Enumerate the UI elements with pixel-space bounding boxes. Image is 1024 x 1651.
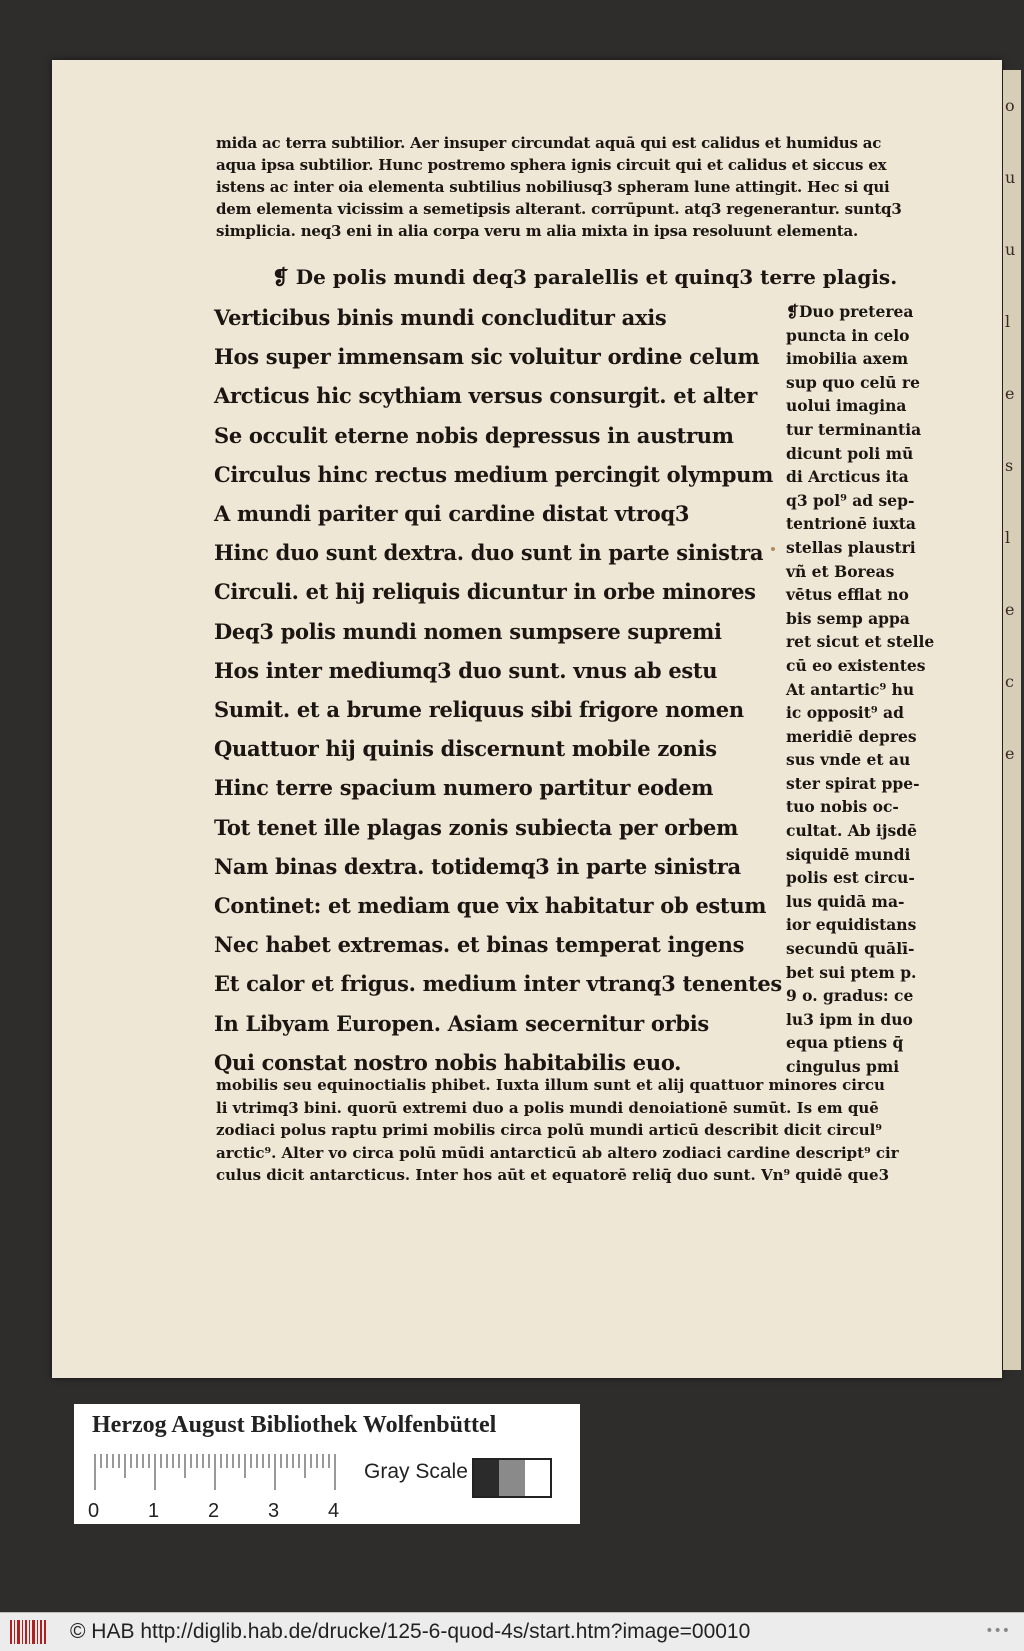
text-line: tentrionē iuxta — [786, 514, 916, 534]
text-line: culus dicit antarcticus. Inter hos aūt et equatorē reliq̄ duo sunt. Vn⁹ quidē que3 — [216, 1166, 890, 1184]
ruler-number: 2 — [208, 1500, 220, 1522]
text-line: equa ptiens q̄ — [786, 1033, 904, 1053]
gray-scale-bar — [472, 1458, 552, 1498]
ruler — [94, 1454, 350, 1494]
text-line: puncta in celo — [786, 325, 910, 345]
text-line: Circuli. et hij reliquis dicuntur in orbe minores — [214, 579, 756, 605]
text-line: ior equidistans — [786, 915, 917, 935]
gray-swatch-mid — [499, 1460, 524, 1496]
barcode-icon — [10, 1620, 46, 1644]
text-line: secundū quālī- — [786, 939, 915, 959]
text-line: In Libyam Europen. Asiam secernitur orbis — [214, 1010, 709, 1036]
text-line: zodiaci polus raptu primi mobilis circa polū mundi articū describit dicit circul⁹ — [216, 1121, 882, 1139]
text-line: tur terminantia — [786, 419, 922, 439]
gray-swatch-light — [525, 1460, 550, 1496]
text-line: cū eo existentes — [786, 655, 926, 675]
text-line: Hinc terre spacium numero partitur eodem — [214, 775, 714, 801]
text-line: At antartic⁹ hu — [786, 679, 915, 699]
text-line: arctic⁹. Alter vo circa polū mūdi antarcticū ab altero zodiaci cardine descript⁹ cir — [216, 1143, 899, 1162]
text-line: Deq3 polis mundi nomen sumpsere supremi — [214, 618, 722, 644]
text-line: polis est circu- — [786, 868, 915, 888]
text-line: cingulus pmi — [786, 1057, 900, 1076]
facing-page-edge — [1003, 70, 1021, 1370]
text-line: meridiē depres — [786, 726, 917, 746]
text-line: imobilia axem — [786, 349, 909, 369]
text-line: lu3 ipm in duo — [786, 1009, 913, 1029]
text-line: dicunt poli mū — [786, 443, 914, 463]
text-line: Nec habet extremas. et binas temperat ingens — [214, 932, 745, 958]
text-line: A mundi pariter qui cardine distat vtroq3 — [214, 501, 690, 527]
text-line: vētus efflat no — [786, 585, 909, 605]
ruler-number: 3 — [268, 1500, 280, 1522]
text-line: Hos inter mediumq3 duo sunt. vnus ab estu — [214, 657, 718, 683]
paragraph-top — [216, 132, 936, 242]
text-line: bet sui ptem p. — [786, 962, 917, 982]
text-line: di Arcticus ita — [786, 467, 909, 487]
ruler-number: 0 — [88, 1500, 100, 1522]
footer-bar — [0, 1612, 1024, 1651]
ruler-number: 1 — [148, 1500, 160, 1522]
text-line: simplicia. neq3 eni in alia corpa veru m alia mixta in ipsa resoluunt elementa. — [216, 222, 859, 240]
verse-block — [214, 298, 782, 1082]
text-line: aqua ipsa subtilior. Hunc postremo sphera ignis circuit qui et calidus et siccus ex — [216, 156, 887, 174]
text-line: ic opposit⁹ ad — [786, 703, 904, 723]
text-line: ster spirat ppe- — [786, 773, 920, 793]
facing-page-letters: o u u l e s l e c e — [1005, 96, 1016, 763]
text-line: ❡Duo preterea — [786, 302, 914, 321]
text-line: Tot tenet ille plagas zonis subiecta per orbem — [214, 814, 739, 840]
text-line: li vtrimq3 bini. quorū extremi duo a polis mundi denoiationē sumūt. Is em quē — [216, 1098, 879, 1117]
text-line: Hinc duo sunt dextra. duo sunt in parte sinistra — [214, 540, 764, 566]
text-line: ret sicut et stelle — [786, 632, 935, 652]
text-line: uolui imagina — [786, 396, 907, 416]
text-line: Se occulit eterne nobis depressus in austrum — [214, 422, 734, 448]
text-line: 9 o. gradus: ce — [786, 986, 914, 1006]
text-line: sup quo celū re — [786, 372, 920, 392]
text-line: vñ et Boreas — [786, 561, 895, 581]
text-line: Circulus hinc rectus medium percingit olympum — [214, 461, 774, 487]
text-line: Continet: et mediam que vix habitatur ob estum — [214, 893, 767, 919]
text-line: Et calor et frigus. medium inter vtranq3 tenentes — [214, 971, 782, 997]
text-line: bis semp appa — [786, 608, 910, 628]
text-line: cultat. Ab ijsdē — [786, 821, 917, 841]
gray-scale-label: Gray Scale — [364, 1460, 468, 1483]
text-line: stellas plaustri — [786, 537, 916, 557]
text-line: Sumit. et a brume reliquus sibi frigore nomen — [214, 697, 744, 723]
text-line: Nam binas dextra. totidemq3 in parte sinistra — [214, 853, 741, 879]
text-line: mobilis seu equinoctialis phibet. Iuxta illum sunt et alij quattuor minores circu — [216, 1076, 885, 1094]
gray-swatch-dark — [474, 1460, 499, 1496]
more-menu-icon[interactable]: ••• — [985, 1623, 1010, 1639]
ruler-ticks — [94, 1454, 350, 1494]
text-line: Arcticus hic scythiam versus consurgit. et alter — [214, 383, 757, 409]
text-line: istens ac inter oia elementa subtilius nobiliusq3 spheram lune attingit. Hec si qui — [216, 178, 890, 196]
text-line: dem elementa vicissim a semetipsis alterant. corrūpunt. atq3 regenerantur. suntq3 — [216, 200, 902, 218]
paragraph-bottom — [216, 1074, 936, 1187]
ruler-number: 4 — [328, 1500, 340, 1522]
institution-name: Herzog August Bibliothek Wolfenbüttel — [92, 1412, 497, 1438]
footer-link[interactable]: © HAB http://diglib.hab.de/drucke/125-6-quod-4s/start.htm?image=00010 — [70, 1620, 751, 1643]
text-line: Qui constat nostro nobis habitabilis euo. — [214, 1049, 682, 1075]
ink-spot — [771, 547, 775, 551]
text-line: lus quidā ma- — [786, 891, 905, 911]
text-line: Hos super immensam sic voluitur ordine celum — [214, 344, 760, 370]
text-line: Quattuor hij quinis discernunt mobile zonis — [214, 736, 717, 762]
section-heading: ❡ De polis mundi deq3 paralellis et quinq3 terre plagis. — [272, 265, 898, 289]
marginal-note — [786, 300, 936, 1079]
text-line: q3 pol⁹ ad sep- — [786, 490, 915, 510]
text-line: Verticibus binis mundi concluditur axis — [214, 305, 667, 330]
text-line: mida ac terra subtilior. Aer insuper circundat aquā qui est calidus et humidus ac — [216, 134, 882, 152]
text-line: tuo nobis oc- — [786, 797, 899, 817]
grayscale-card — [74, 1404, 580, 1524]
text-line: siquidē mundi — [786, 844, 911, 864]
text-line: sus vnde et au — [786, 750, 911, 770]
